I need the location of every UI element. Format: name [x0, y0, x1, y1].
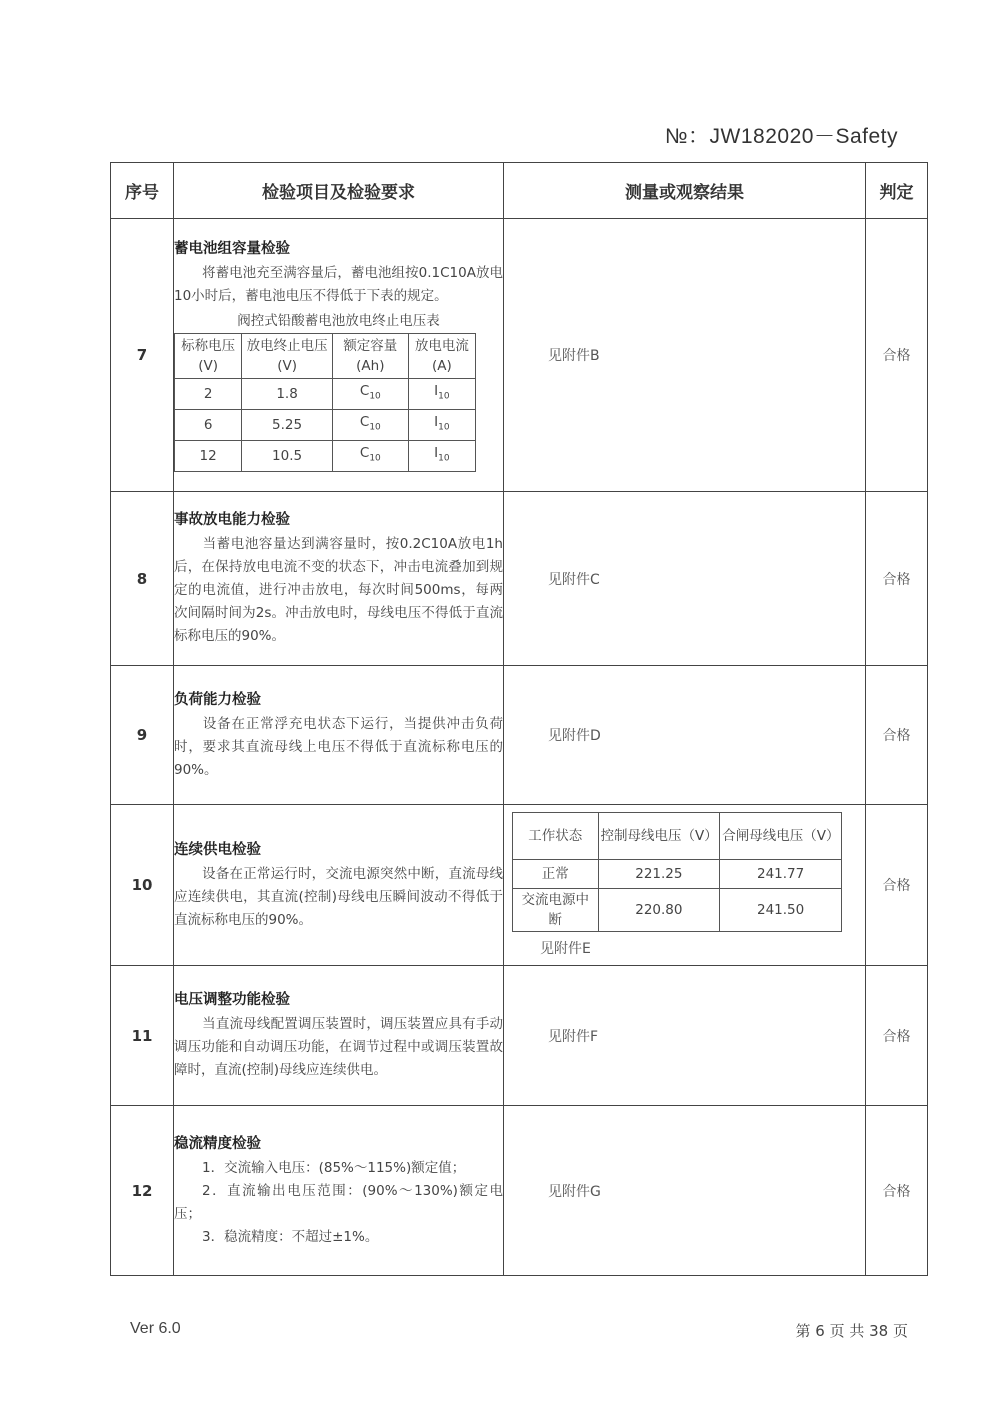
meas-cell: 交流电源中断 [513, 889, 599, 932]
header-result: 测量或观察结果 [504, 163, 866, 219]
discharge-voltage-table [174, 333, 476, 472]
result-cell [504, 666, 866, 805]
inner-cell: 1.8 [242, 379, 333, 410]
document-number: №：JW182020－Safety [665, 125, 898, 148]
result-reference: 见附件B [548, 348, 600, 364]
meas-cell: 241.77 [720, 860, 842, 889]
inner-cell: $I_{10}$ [408, 379, 475, 410]
item-title: 负荷能力检验 [174, 691, 261, 708]
continuous-supply-measurement-table [512, 812, 842, 932]
judgement-cell: 合格 [866, 492, 928, 666]
table-row [111, 966, 928, 1106]
inspection-table [110, 162, 928, 1276]
table-row [111, 219, 928, 492]
judgement-cell: 合格 [866, 666, 928, 805]
meas-header: 工作状态 [513, 813, 599, 860]
result-reference: 见附件C [548, 571, 600, 588]
meas-header: 控制母线电压（V） [598, 813, 720, 860]
requirement-cell [174, 666, 504, 805]
result-reference: 见附件E [540, 941, 591, 957]
version-label: Ver 6.0 [130, 1320, 181, 1337]
inner-cell: $I_{10}$ [408, 410, 475, 441]
item-body-line: 1．交流输入电压：(85%～115%)额定值； [202, 1159, 466, 1176]
judgement-cell: 合格 [866, 805, 928, 966]
requirement-cell [174, 966, 504, 1106]
judgement-cell: 合格 [866, 1106, 928, 1276]
meas-header: 合闸母线电压（V） [720, 813, 842, 860]
result-cell [504, 492, 866, 666]
result-reference: 见附件D [548, 728, 601, 744]
requirement-cell [174, 492, 504, 666]
inner-cell: $I_{10}$ [408, 441, 475, 472]
row-number: 7 [111, 219, 174, 492]
header-item: 检验项目及检验要求 [174, 163, 504, 219]
inner-cell: $C_{10}$ [332, 441, 408, 472]
requirement-cell [174, 1106, 504, 1276]
header-no: 序号 [111, 163, 174, 219]
row-number: 9 [111, 666, 174, 805]
row-number: 10 [111, 805, 174, 966]
item-title: 稳流精度检验 [174, 1135, 261, 1152]
inner-cell: $C_{10}$ [332, 410, 408, 441]
item-body-line: 3．稳流精度：不超过±1%。 [202, 1228, 379, 1245]
inner-cell: $C_{10}$ [332, 379, 408, 410]
item-title: 蓄电池组容量检验 [174, 241, 290, 257]
table-header-row [111, 163, 928, 219]
inner-header: 标称电压(V) [175, 334, 242, 379]
inner-cell: 12 [175, 441, 242, 472]
inner-cell: 10.5 [242, 441, 333, 472]
judgement-cell: 合格 [866, 219, 928, 492]
inner-cell: 2 [175, 379, 242, 410]
result-cell [504, 1106, 866, 1276]
item-title: 事故放电能力检验 [174, 512, 290, 528]
inner-header: 额定容量(Ah) [332, 334, 408, 379]
page-number: 第 6 页 共 38 页 [795, 1322, 908, 1340]
result-cell [504, 219, 866, 492]
inner-cell: 6 [175, 410, 242, 441]
item-body-line: 2．直流输出电压范围：(90%～130%)额定电压； [174, 1182, 503, 1222]
item-body: 当直流母线配置调压装置时，调压装置应具有手动调压功能和自动调压功能，在调节过程中或调压装置故障时，直流(控制)母线应连续供电。 [174, 1016, 503, 1078]
inner-table-caption: 阀控式铅酸蓄电池放电终止电压表 [237, 313, 440, 329]
header-judge: 判定 [866, 163, 928, 219]
meas-cell: 241.50 [720, 889, 842, 932]
item-title: 电压调整功能检验 [174, 992, 290, 1008]
inner-cell: 5.25 [242, 410, 333, 441]
requirement-cell [174, 219, 504, 492]
result-reference: 见附件G [548, 1183, 601, 1200]
item-title: 连续供电检验 [174, 841, 261, 858]
requirement-cell [174, 805, 504, 966]
item-body: 设备在正常运行时，交流电源突然中断，直流母线应连续供电，其直流(控制)母线电压瞬间波动不得低于直流标称电压的90%。 [174, 865, 503, 928]
table-row [111, 805, 928, 966]
row-number: 8 [111, 492, 174, 666]
row-number: 11 [111, 966, 174, 1106]
table-row [111, 492, 928, 666]
table-row [111, 666, 928, 805]
meas-cell: 220.80 [598, 889, 720, 932]
result-cell [504, 805, 866, 966]
item-body: 设备在正常浮充电状态下运行，当提供冲击负荷时，要求其直流母线上电压不得低于直流标称电压的90%。 [174, 715, 503, 778]
item-body: 当蓄电池容量达到满容量时，按0.2C10A放电1h后，在保持放电电流不变的状态下，冲击电流叠加到规定的电流值，进行冲击放电，每次时间500ms，每两次间隔时间为2s。冲击放电时，母线电压不得低于直流标称电压的90%。 [174, 536, 503, 644]
table-row [111, 1106, 928, 1276]
inner-header: 放电终止电压(V) [242, 334, 333, 379]
item-body: 将蓄电池充至满容量后，蓄电池组按0.1C10A放电10小时后，蓄电池电压不得低于下表的规定。 [174, 265, 503, 304]
inner-header: 放电电流(A) [408, 334, 475, 379]
result-reference: 见附件F [548, 1028, 599, 1045]
result-cell [504, 966, 866, 1106]
judgement-cell: 合格 [866, 966, 928, 1106]
meas-cell: 正常 [513, 860, 599, 889]
row-number: 12 [111, 1106, 174, 1276]
meas-cell: 221.25 [598, 860, 720, 889]
